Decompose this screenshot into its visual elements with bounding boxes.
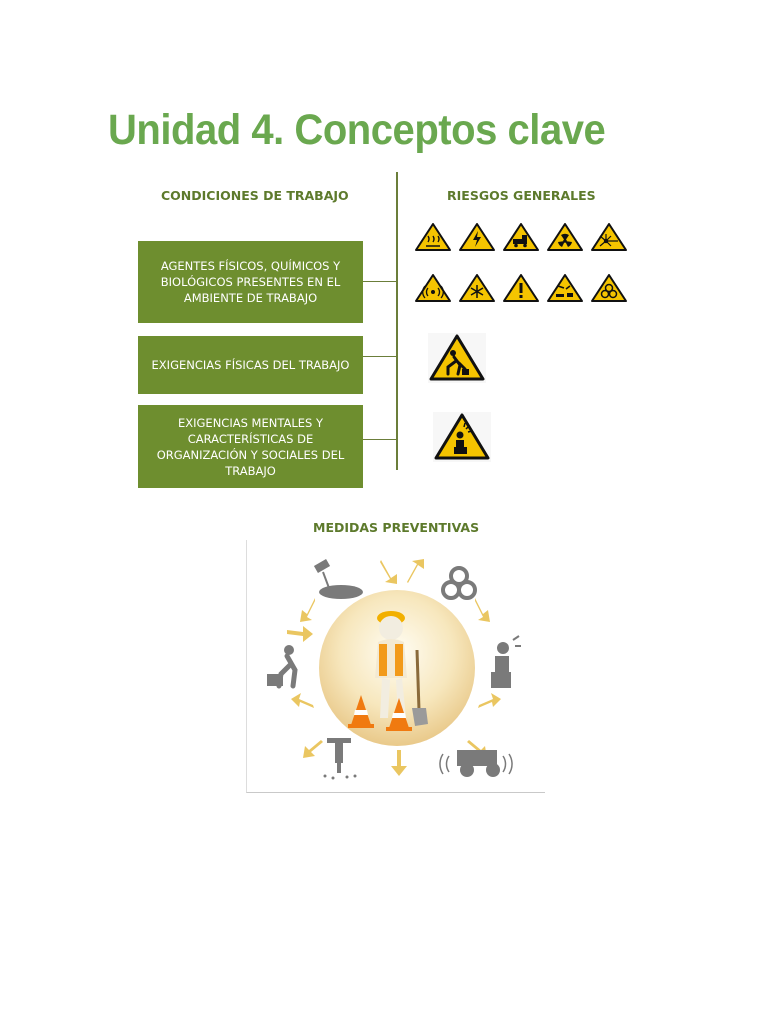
radiation-hazard-icon bbox=[546, 222, 584, 252]
condition-box-label: AGENTES FÍSICOS, QUÍMICOS Y BIOLÓGICOS PRESENTES EN EL AMBIENTE DE TRABAJO bbox=[160, 259, 341, 305]
biohazard-icon bbox=[590, 273, 628, 303]
condition-box-label: EXIGENCIAS MENTALES Y CARACTERÍSTICAS DE ORGANIZACIÓN Y SOCIALES DEL TRABAJO bbox=[156, 415, 345, 478]
condition-box-exigencias-mentales bbox=[138, 405, 363, 488]
header-riesgos: RIESGOS GENERALES bbox=[447, 188, 596, 203]
header-condiciones: CONDICIONES DE TRABAJO bbox=[161, 188, 349, 203]
connector-line-1 bbox=[363, 281, 396, 282]
electric-hazard-icon bbox=[458, 222, 496, 252]
vehicle-hazard-icon bbox=[502, 222, 540, 252]
condition-box-agentes bbox=[138, 241, 363, 323]
manual-handling-hazard-icon bbox=[428, 333, 486, 383]
mental-stress-hazard-icon bbox=[433, 412, 491, 462]
header-medidas: MEDIDAS PREVENTIVAS bbox=[313, 520, 480, 535]
laser-hazard-icon bbox=[590, 222, 628, 252]
condition-box-exigencias-fisicas bbox=[138, 336, 363, 394]
low-temperature-icon bbox=[458, 273, 496, 303]
preventive-measures-illustration bbox=[246, 540, 545, 793]
connector-line-2 bbox=[363, 356, 396, 357]
connector-line-3 bbox=[363, 439, 396, 440]
page-title: Unidad 4. Conceptos clave bbox=[108, 106, 606, 154]
vertical-divider bbox=[396, 172, 398, 470]
condition-box-label: EXIGENCIAS FÍSICAS DEL TRABAJO bbox=[151, 358, 350, 372]
toxic-hazard-icon bbox=[502, 273, 540, 303]
hot-surface-icon bbox=[414, 222, 452, 252]
corrosive-hazard-icon bbox=[546, 273, 584, 303]
non-ionizing-radiation-icon bbox=[414, 273, 452, 303]
